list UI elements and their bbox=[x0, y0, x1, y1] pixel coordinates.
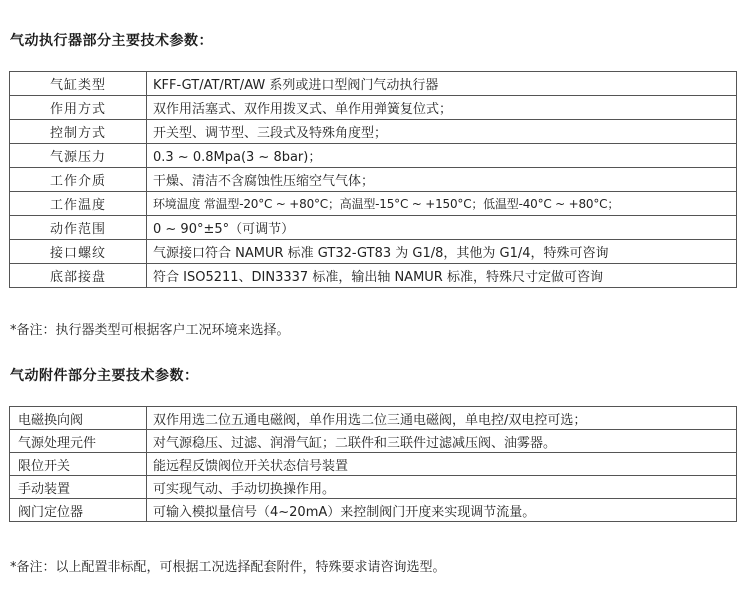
row-label: 阀门定位器 bbox=[10, 499, 147, 522]
row-label: 工作介质 bbox=[10, 168, 147, 192]
actuator-params-table bbox=[9, 71, 737, 288]
row-label: 控制方式 bbox=[10, 120, 147, 144]
table-row bbox=[10, 120, 737, 144]
row-label: 接口螺纹 bbox=[10, 240, 147, 264]
row-label: 作用方式 bbox=[10, 96, 147, 120]
actuator-params-title: 气动执行器部分主要技术参数： bbox=[10, 33, 213, 49]
row-value: 环境温度 常温型-20°C ~ +80°C；高温型-15°C ~ +150°C；低温型-40°C ~ +80°C； bbox=[147, 192, 737, 216]
row-value: 0.3 ~ 0.8Mpa(3 ~ 8bar)； bbox=[147, 144, 737, 168]
row-value: 可实现气动、手动切换操作用。 bbox=[147, 476, 737, 499]
row-value: 对气源稳压、过滤、润滑气缸；二联件和三联件过滤减压阀、油雾器。 bbox=[147, 430, 737, 453]
table-row bbox=[10, 499, 737, 522]
row-value: 干燥、清洁不含腐蚀性压缩空气气体； bbox=[147, 168, 737, 192]
row-value: 符合 ISO5211、DIN3337 标准，输出轴 NAMUR 标准，特殊尺寸定做可咨询 bbox=[147, 264, 737, 288]
accessory-params-table bbox=[9, 406, 737, 522]
row-value: 双作用活塞式、双作用拨叉式、单作用弹簧复位式； bbox=[147, 96, 737, 120]
table-row bbox=[10, 144, 737, 168]
row-label: 底部接盘 bbox=[10, 264, 147, 288]
accessory-params-title: 气动附件部分主要技术参数： bbox=[10, 368, 199, 384]
table-row bbox=[10, 168, 737, 192]
row-value: 开关型、调节型、三段式及特殊角度型； bbox=[147, 120, 737, 144]
row-label: 电磁换向阀 bbox=[10, 407, 147, 430]
row-label: 气源处理元件 bbox=[10, 430, 147, 453]
table-row bbox=[10, 476, 737, 499]
row-value: 可输入模拟量信号（4~20mA）来控制阀门开度来实现调节流量。 bbox=[147, 499, 737, 522]
row-label: 气缸类型 bbox=[10, 72, 147, 96]
row-value: 双作用选二位五通电磁阀，单作用选二位三通电磁阀，单电控/双电控可选； bbox=[147, 407, 737, 430]
table-row bbox=[10, 192, 737, 216]
row-label: 工作温度 bbox=[10, 192, 147, 216]
row-value: KFF-GT/AT/RT/AW 系列或进口型阀门气动执行器 bbox=[147, 72, 737, 96]
table-row bbox=[10, 264, 737, 288]
row-label: 动作范围 bbox=[10, 216, 147, 240]
table-row bbox=[10, 407, 737, 430]
table-row bbox=[10, 96, 737, 120]
row-label: 限位开关 bbox=[10, 453, 147, 476]
row-value: 能远程反馈阀位开关状态信号装置 bbox=[147, 453, 737, 476]
table-row bbox=[10, 72, 737, 96]
row-value: 气源接口符合 NAMUR 标准 GT32-GT83 为 G1/8，其他为 G1/4，特殊可咨询 bbox=[147, 240, 737, 264]
row-label: 手动装置 bbox=[10, 476, 147, 499]
actuator-note: *备注：执行器类型可根据客户工况环境来选择。 bbox=[10, 323, 290, 338]
accessory-note: *备注：以上配置非标配，可根据工况选择配套附件，特殊要求请咨询选型。 bbox=[10, 560, 446, 575]
row-value: 0 ~ 90°±5°（可调节） bbox=[147, 216, 737, 240]
table-row bbox=[10, 216, 737, 240]
table-row bbox=[10, 430, 737, 453]
table-row bbox=[10, 240, 737, 264]
table-row bbox=[10, 453, 737, 476]
row-label: 气源压力 bbox=[10, 144, 147, 168]
